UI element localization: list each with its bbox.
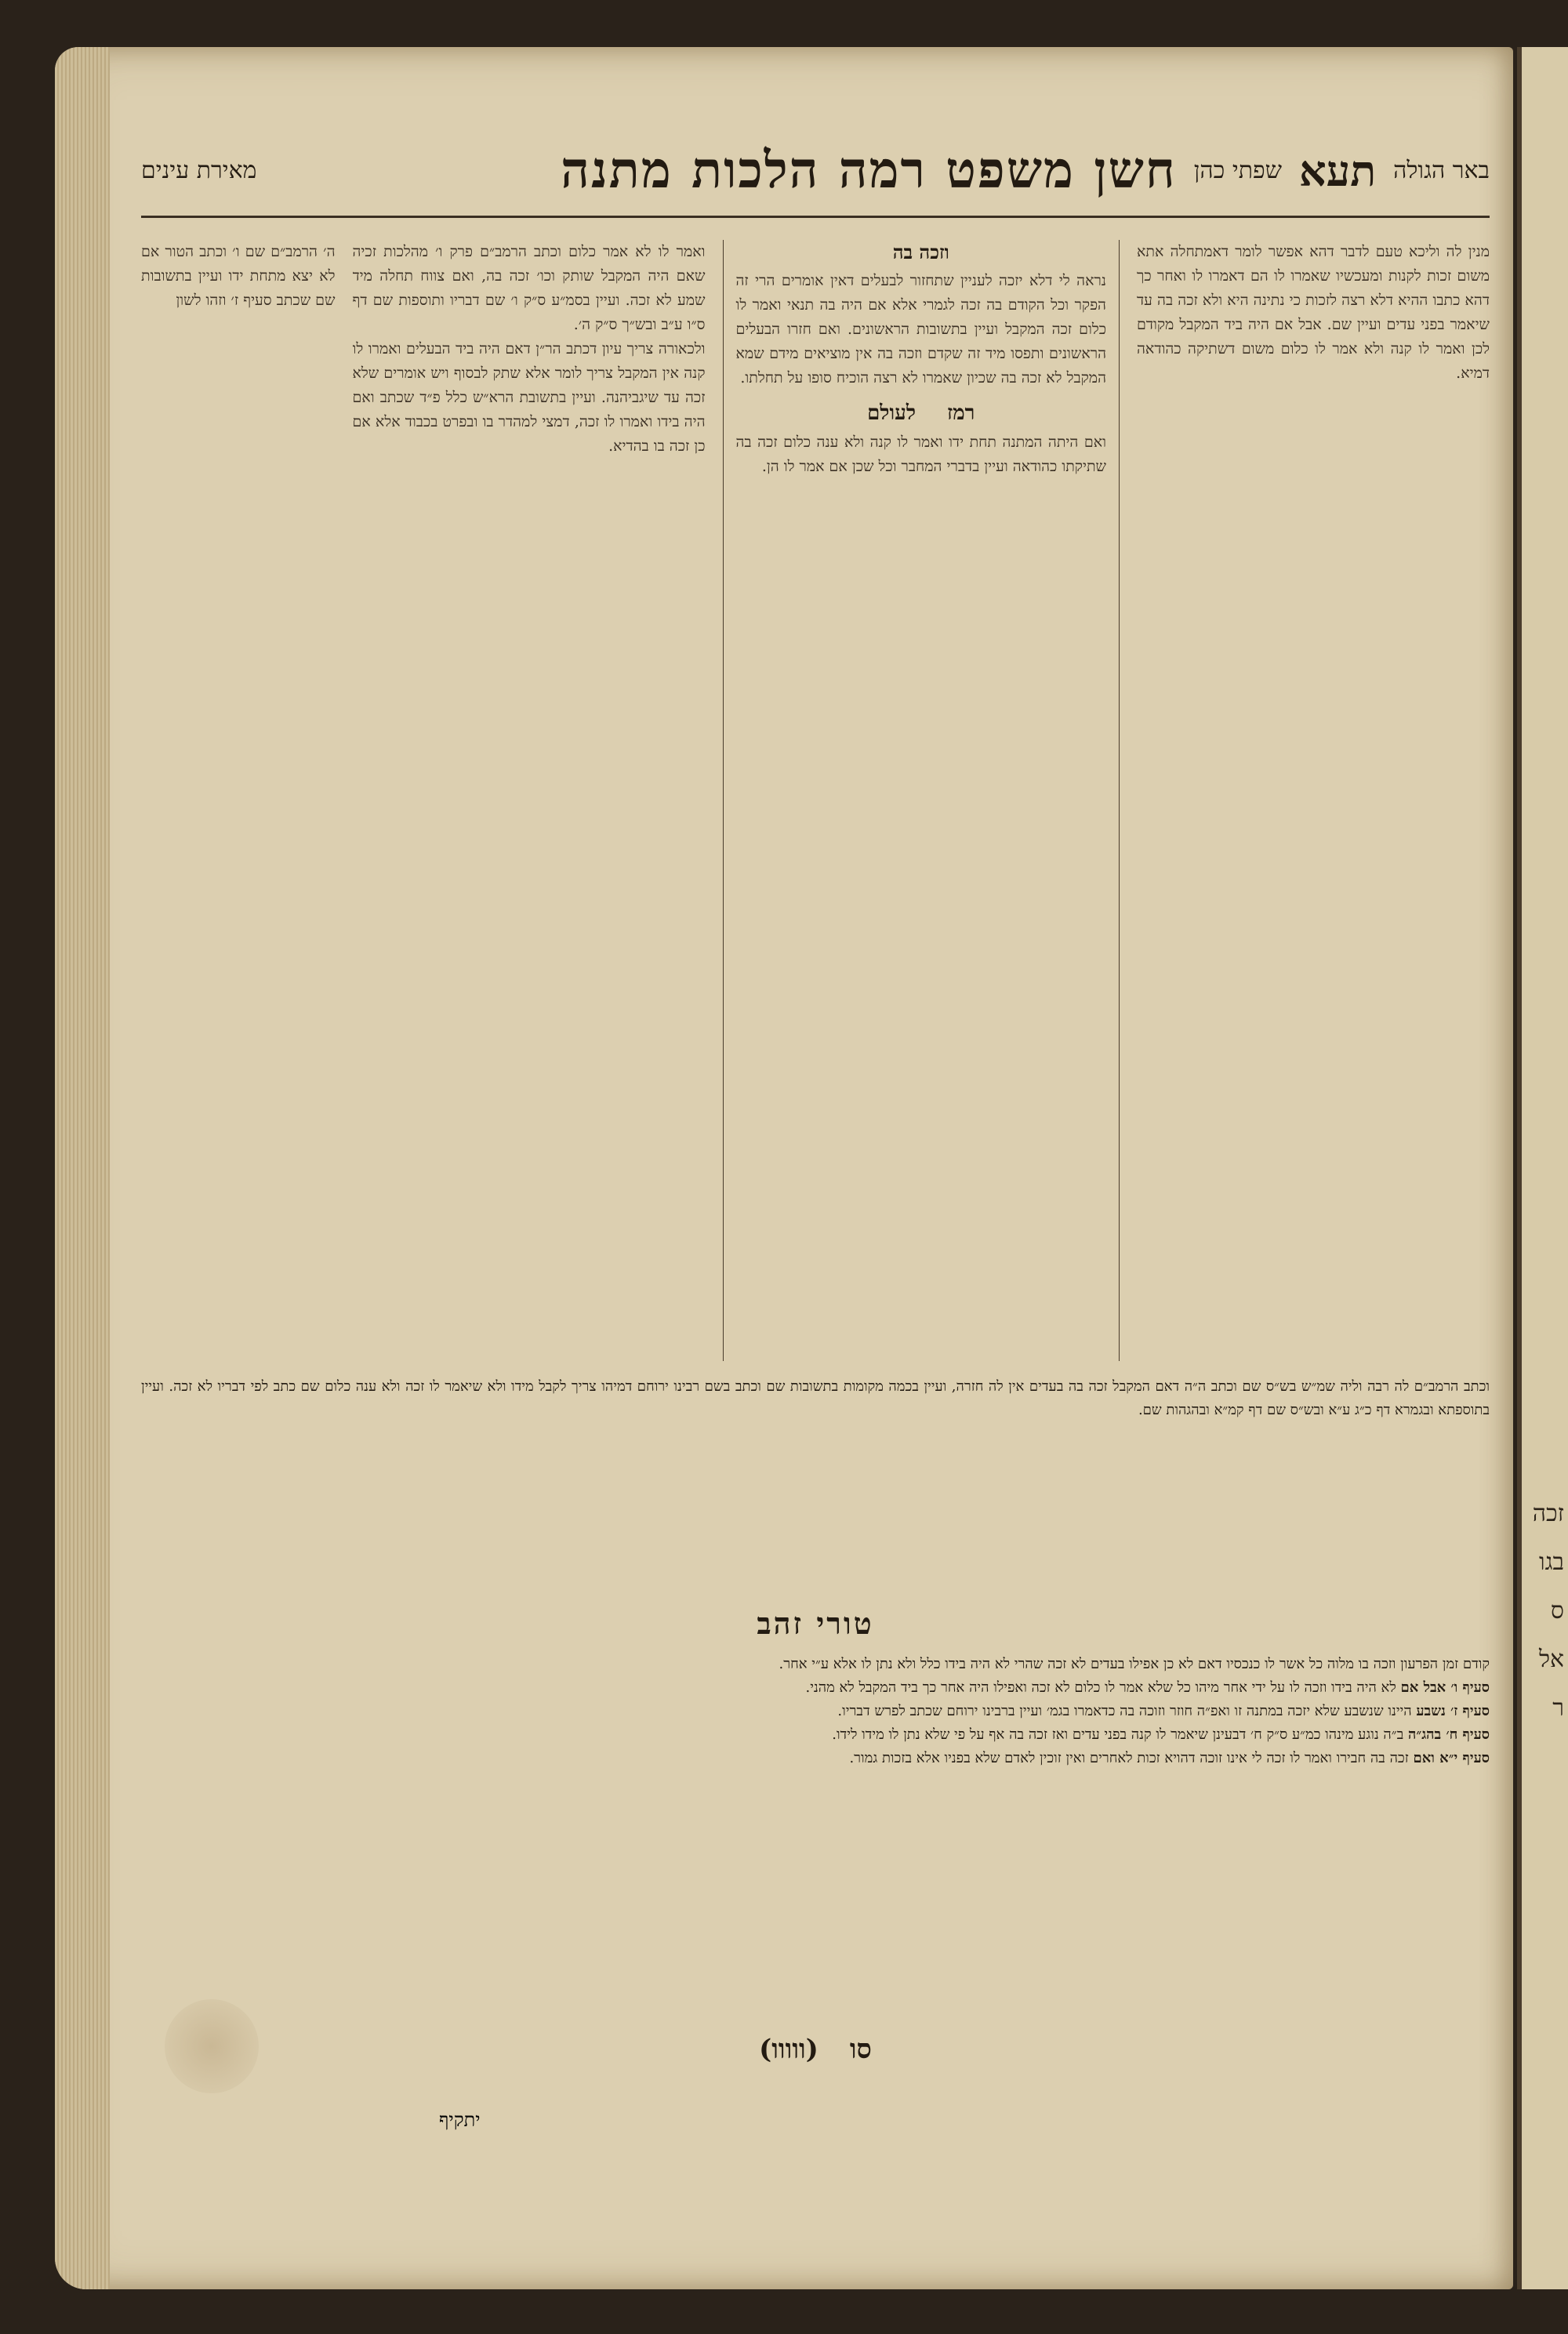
- taz-item-text: זכה בה חבירו ואמר לו זכה לי אינו זוכה דהויא זכות לאחרים ואין זוכין לאדם שלא בפניו אלא בזכות גמור.: [849, 1750, 1409, 1766]
- taz-item-text: לא היה בידו וזכה לו על ידי אחר מיהו כל שלא אמר לו כלום לא זכה ואפילו היה אחר כך ביד המקבל לא מהני.: [805, 1679, 1396, 1696]
- header-left: [141, 157, 256, 184]
- main-text-heading: וזכה בה: [892, 241, 949, 263]
- taz-item-key: סעיף ז׳ נשבע: [1416, 1703, 1490, 1719]
- main-column-text: נראה לי דלא יזכה לעניין שתחזור לבעלים דאין אומרים הרי זה הפקר וכל הקודם בה זכה לגמרי אלא אם היה בה תנאי ואמר לו כלום זכה המקבל ועיין בתשובות הראשונים. ואם חזרו הבעלים הראשונים ותפסו מיד זה שקדם וזכה בה אין מוציאים מידם שמא המקבל לא זכה בה שכיון שאמרו לא רצה הוכיח סופו על תחלתו.: [735, 272, 1106, 387]
- right-commentary-column: [1137, 240, 1490, 1361]
- page-title: חשן משפט רמה הלכות מתנה: [561, 141, 1177, 200]
- taz-item: [141, 1676, 1490, 1700]
- right-margin-text: זכה בגו ס אל ר: [1532, 1500, 1564, 1722]
- taz-commentary: [141, 1653, 1490, 2021]
- page-edges: [55, 47, 110, 2289]
- left-column-text: ואמר לו לא אמר כלום וכתב הרמב״ם פרק ו׳ מהלכות זכיה שאם היה המקבל שותק וכו׳ זכה בה, ואם צווח תחלה מיד שמע לא זכה. ועיין בסמ״ע ס״ק ו׳ שם דבריו ותוספות שם דף ס״ו ע״ב ובש״ך ס״ק ה׳.: [352, 243, 706, 333]
- running-header: [141, 94, 1490, 218]
- taz-item-text: היינו שנשבע שלא יזכה במתנה זו ואפ״ה חוזר וזוכה בה כדאמרו בגמ׳ ועיין ברבינו ירוחם שכתב לפרש דבריו.: [837, 1703, 1412, 1719]
- folio-signature: סו: [849, 2034, 872, 2065]
- left-lower-text: ולכאורה צריך עיון דכתב הר״ן דאם היה ביד הבעלים ואמרו לו קנה אין המקבל צריך לומר אלא שתק לבסוף ויש אומרים שלא זכה עד שיגביהנה. ועיין בתשובת הרא״ש כלל פ״ד שכתב ואם היה בידו ואמרו לו זכה, דמצי למהדר בו ובפרט בכבוד אלא אם כן זכה בו בהדיא.: [352, 340, 706, 455]
- taz-intro: קודם זמן הפרעון וזכה בו מלוה כל אשר לו כנכסיו דאם לא כן אפילו בעדים לא זכה שהרי לא היה בידו כלל ולא נתן לו אלא ע״י אחר.: [779, 1656, 1490, 1672]
- text-columns: [141, 240, 1490, 1361]
- header-right: [561, 141, 1490, 200]
- taz-item-key: סעיף ו׳ אבל אם: [1400, 1679, 1490, 1696]
- rema-text: ואם היתה המתנה תחת ידו ואמר לו קנה ולא ענה כלום זכה בה שתיקתו כהודאה ועיין בדברי המחבר וכל שכן אם אמר לו הן.: [735, 434, 1106, 475]
- right-page-strip: [1517, 47, 1568, 2289]
- taz-item-key: סעיף ח׳ בהג״ה: [1408, 1726, 1490, 1743]
- lower-block-text: וכתב הרמב״ם לה רבה וליה שמ״ש בש״ס שם וכתב ה״ה דאם המקבל זכה בה בעדים אין לה חזרה, ועיין בכמה מקומות בתשובות שם וכתב בשם רבינו ירוחם דמיהו צריך לקבל מידו ולא שיאמר לו זכה ולא ענה כלום שם כתב לפי דבריו לא זכה. ועיין בתוספתא ובגמרא דף כ״ג ע״א ובש״ס שם דף קמ״א ובהגהות שם.: [141, 1378, 1490, 1418]
- header-top-right: באר הגולה: [1393, 157, 1490, 184]
- left-commentary-column: [353, 240, 706, 1361]
- right-column-text: מנין לה וליכא טעם לדבר דהא אפשר לומר דאמתחלה אתא משום זכות לקנות ומעכשיו שאמרו לו הם דאמרו לו ואחר כך דהא כתבו ההיא דלא רצה לזכות כי נתינה היא ולא זכה בה עד שיאמר בפני עדים ועיין שם. אבל אם היה ביד המקבל מקודם לכן ואמר לו קנה ולא אמר לו כלום משום דשתיקה כהודאה דמיא.: [1137, 243, 1490, 382]
- rema-end: לעולם: [867, 401, 916, 425]
- main-text-column: [723, 240, 1120, 1361]
- taz-item-key: סעיף י״א ואם: [1413, 1750, 1490, 1766]
- header-top-left: מאירת עינים: [141, 157, 257, 184]
- page-footer: [141, 2034, 1490, 2065]
- catchword: יתקיף: [439, 2109, 481, 2131]
- header-subtitle: שפתי כהן: [1193, 157, 1282, 184]
- lower-commentary-block: [141, 1375, 1490, 1587]
- rema-marker: רמז: [947, 401, 975, 425]
- taz-item-text: ב״ה נוגע מינהו כמ״ע ס״ק ח׳ דבעינן שיאמר לו קנה בפני עדים ואז זכה בה אף על פי שלא נתן לו מידו לידו.: [832, 1726, 1404, 1743]
- taz-item: [141, 1747, 1490, 1770]
- page-number: תעא: [1298, 145, 1377, 196]
- taz-item: [141, 1723, 1490, 1747]
- page-content: [141, 94, 1490, 2065]
- taz-item: [141, 1700, 1490, 1723]
- rema-marker-row: [736, 395, 1107, 426]
- taz-title: טורי זהב: [757, 1606, 874, 1641]
- narrow-margin-column: [141, 240, 336, 1361]
- folio-marks: (ווווו): [759, 2034, 818, 2065]
- narrow-column-text: ה׳ הרמב״ם שם ו׳ וכתב הטור אם לא יצא מתחת ידו ועיין בתשובות שם שכתב סעיף ז׳ וזהו לשון: [141, 243, 336, 309]
